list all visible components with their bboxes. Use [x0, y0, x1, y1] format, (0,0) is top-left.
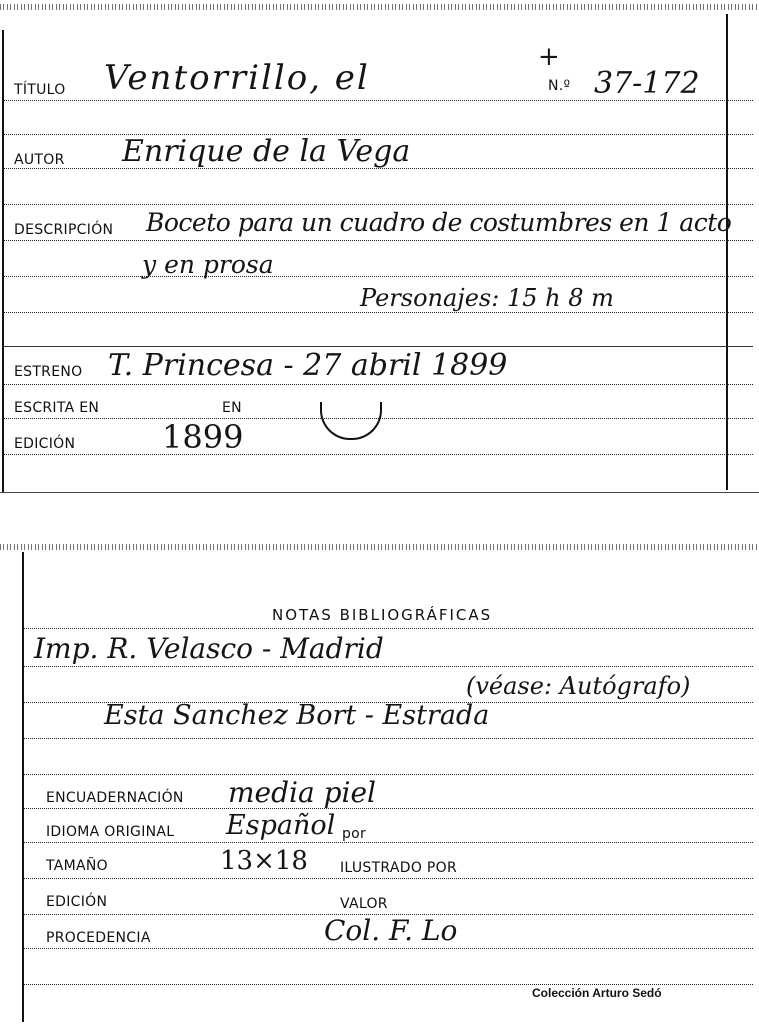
pencil-mark [320, 402, 382, 440]
encuadernacion-value: media piel [228, 776, 376, 809]
ruled-line [24, 842, 753, 843]
estreno-value: T. Princesa - 27 abril 1899 [108, 348, 508, 383]
descripcion-value-line2: y en prosa [142, 250, 274, 279]
ruled-line [24, 948, 753, 949]
ruled-line [24, 628, 753, 629]
por-label: por [342, 826, 367, 842]
notes-line1: Imp. R. Velasco - Madrid [34, 632, 384, 665]
ruled-line [24, 878, 753, 879]
ruled-line [4, 312, 753, 313]
ruled-line [4, 346, 753, 347]
ilustrado-por-label: ILUSTRADO POR [340, 860, 457, 876]
tamano-label: TAMAÑO [46, 858, 108, 874]
idioma-original-value: Español [226, 810, 336, 841]
descripcion-label: DESCRIPCIÓN [14, 222, 114, 238]
ruled-line [24, 774, 753, 775]
titulo-label: TÍTULO [14, 82, 66, 98]
catalog-card-back [0, 540, 759, 1028]
catalog-card-front [0, 0, 759, 496]
edicion-value: 1899 [162, 418, 244, 456]
procedencia-value: Col. F. Lo [324, 914, 458, 947]
edicion-label: EDICIÓN [46, 894, 108, 910]
valor-label: VALOR [340, 896, 388, 912]
ruled-line [24, 666, 753, 667]
edicion-label: EDICIÓN [14, 436, 76, 452]
ruled-line [4, 204, 753, 205]
card-edge-noise [0, 544, 759, 550]
collection-credit: Colección Arturo Sedó [532, 986, 662, 1000]
idioma-original-label: IDIOMA ORIGINAL [46, 824, 175, 840]
tamano-value: 13×18 [220, 846, 308, 876]
escrita-en-label: ESCRITA EN [14, 400, 100, 416]
autor-label: AUTOR [14, 152, 65, 168]
estreno-label: ESTRENO [14, 364, 83, 380]
ruled-line [4, 384, 753, 385]
personajes-value: Personajes: 15 h 8 m [360, 284, 614, 312]
card-divider [0, 492, 759, 493]
ruled-line [4, 240, 753, 241]
notes-line2-aside: (véase: Autógrafo) [466, 672, 691, 700]
numero-label: N.º [548, 78, 571, 94]
procedencia-label: PROCEDENCIA [46, 930, 151, 946]
en-label: EN [222, 400, 242, 416]
notes-line2: Esta Sanchez Bort - Estrada [104, 700, 490, 731]
ruled-line [24, 984, 753, 985]
titulo-value: Ventorrillo, el [104, 58, 370, 98]
numero-value: 37-172 [594, 66, 700, 101]
ruled-line [4, 276, 753, 277]
card-edge-noise [0, 4, 759, 10]
encuadernacion-label: ENCUADERNACIÓN [46, 790, 184, 806]
card-left-border [22, 552, 24, 1022]
ruled-line [24, 738, 753, 739]
ruled-line [4, 454, 753, 455]
notas-heading: NOTAS BIBLIOGRÁFICAS [272, 606, 493, 624]
cross-mark: + [538, 42, 560, 72]
ruled-line [24, 808, 753, 809]
descripcion-value-line1: Boceto para un cuadro de costumbres en 1 acto [146, 208, 732, 237]
autor-value: Enrique de la Vega [122, 134, 411, 169]
